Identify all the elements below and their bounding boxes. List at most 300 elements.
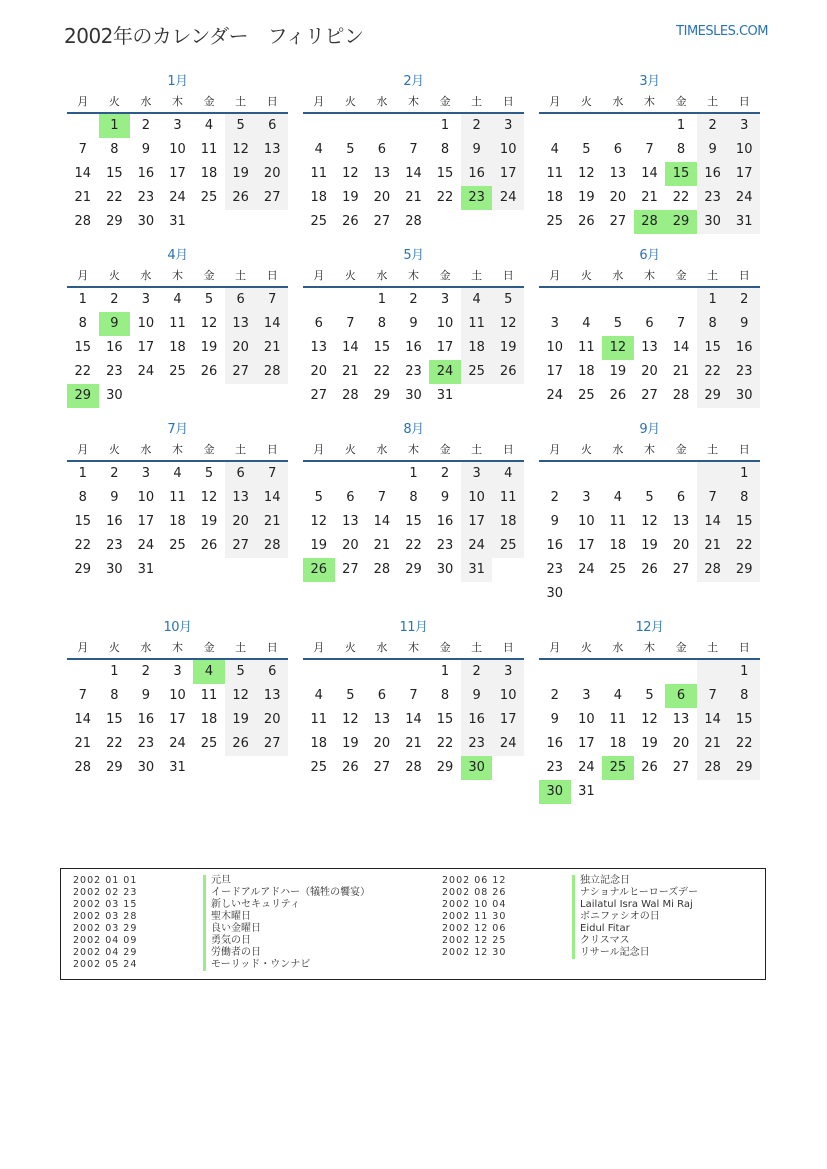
- day-cell[interactable]: 13: [609, 166, 627, 181]
- day-cell[interactable]: 5: [314, 490, 323, 505]
- day-cell[interactable]: 14: [641, 166, 658, 181]
- day-cell[interactable]: 27: [672, 562, 690, 577]
- day-cell[interactable]: 8: [377, 316, 387, 331]
- day-cell[interactable]: 4: [613, 688, 623, 703]
- day-cell[interactable]: 23: [461, 732, 493, 756]
- day-cell[interactable]: 9: [409, 316, 418, 331]
- day-cell[interactable]: 25: [546, 214, 564, 229]
- day-cell[interactable]: 10: [578, 514, 595, 529]
- day-cell[interactable]: 27: [672, 760, 690, 775]
- day-cell[interactable]: 3: [173, 118, 182, 133]
- day-cell[interactable]: 2: [440, 466, 450, 481]
- day-cell[interactable]: 9: [461, 684, 493, 708]
- day-cell[interactable]: 26: [200, 538, 218, 553]
- holiday-day-cell[interactable]: 1: [99, 114, 131, 138]
- day-cell[interactable]: 24: [169, 736, 186, 751]
- day-cell[interactable]: 5: [645, 490, 654, 505]
- day-cell[interactable]: 26: [342, 214, 359, 229]
- day-cell[interactable]: 28: [256, 534, 288, 558]
- day-cell[interactable]: 23: [137, 190, 155, 205]
- day-cell[interactable]: 27: [641, 388, 658, 403]
- day-cell[interactable]: 30: [137, 214, 155, 229]
- day-cell[interactable]: 9: [141, 688, 151, 703]
- day-cell[interactable]: 31: [169, 760, 186, 775]
- day-cell[interactable]: 29: [728, 558, 760, 582]
- day-cell[interactable]: 14: [256, 486, 288, 510]
- day-cell[interactable]: 25: [169, 538, 186, 553]
- day-cell[interactable]: 5: [492, 288, 524, 312]
- day-cell[interactable]: 30: [546, 586, 564, 601]
- day-cell[interactable]: 20: [310, 364, 328, 379]
- day-cell[interactable]: 2: [141, 664, 151, 679]
- holiday-day-cell[interactable]: 6: [665, 684, 697, 708]
- day-cell[interactable]: 19: [200, 514, 218, 529]
- day-cell[interactable]: 12: [578, 166, 595, 181]
- day-cell[interactable]: 28: [74, 214, 92, 229]
- day-cell[interactable]: 7: [409, 688, 418, 703]
- day-cell[interactable]: 2: [461, 114, 493, 138]
- day-cell[interactable]: 14: [672, 340, 690, 355]
- day-cell[interactable]: 11: [310, 166, 328, 181]
- day-cell[interactable]: 17: [546, 364, 564, 379]
- day-cell[interactable]: 16: [697, 162, 729, 186]
- day-cell[interactable]: 12: [342, 166, 359, 181]
- day-cell[interactable]: 21: [342, 364, 359, 379]
- day-cell[interactable]: 3: [440, 292, 450, 307]
- day-cell[interactable]: 18: [609, 736, 627, 751]
- day-cell[interactable]: 27: [373, 760, 391, 775]
- day-cell[interactable]: 6: [346, 490, 355, 505]
- day-cell[interactable]: 25: [169, 364, 186, 379]
- day-cell[interactable]: 23: [436, 538, 454, 553]
- day-cell[interactable]: 4: [314, 142, 323, 157]
- day-cell[interactable]: 19: [310, 538, 328, 553]
- holiday-day-cell[interactable]: 30: [461, 756, 493, 780]
- day-cell[interactable]: 24: [578, 562, 595, 577]
- day-cell[interactable]: 11: [200, 142, 218, 157]
- day-cell[interactable]: 11: [169, 316, 186, 331]
- day-cell[interactable]: 15: [74, 340, 92, 355]
- day-cell[interactable]: 13: [310, 340, 328, 355]
- day-cell[interactable]: 13: [225, 312, 257, 336]
- day-cell[interactable]: 7: [645, 142, 654, 157]
- day-cell[interactable]: 2: [110, 292, 119, 307]
- day-cell[interactable]: 16: [461, 162, 493, 186]
- day-cell[interactable]: 4: [173, 466, 182, 481]
- day-cell[interactable]: 30: [137, 760, 155, 775]
- day-cell[interactable]: 3: [550, 316, 559, 331]
- holiday-day-cell[interactable]: 4: [193, 660, 225, 684]
- day-cell[interactable]: 26: [492, 360, 524, 384]
- day-cell[interactable]: 13: [256, 684, 288, 708]
- day-cell[interactable]: 1: [440, 664, 450, 679]
- day-cell[interactable]: 12: [641, 514, 658, 529]
- day-cell[interactable]: 19: [342, 736, 359, 751]
- day-cell[interactable]: 28: [672, 388, 690, 403]
- day-cell[interactable]: 14: [697, 510, 729, 534]
- day-cell[interactable]: 20: [256, 162, 288, 186]
- day-cell[interactable]: 10: [169, 142, 186, 157]
- day-cell[interactable]: 27: [310, 388, 328, 403]
- day-cell[interactable]: 10: [137, 316, 155, 331]
- day-cell[interactable]: 16: [728, 336, 760, 360]
- day-cell[interactable]: 22: [728, 732, 760, 756]
- day-cell[interactable]: 19: [492, 336, 524, 360]
- day-cell[interactable]: 13: [225, 486, 257, 510]
- day-cell[interactable]: 7: [78, 688, 87, 703]
- day-cell[interactable]: 4: [461, 288, 493, 312]
- day-cell[interactable]: 12: [342, 712, 359, 727]
- day-cell[interactable]: 22: [74, 538, 92, 553]
- day-cell[interactable]: 17: [137, 340, 155, 355]
- day-cell[interactable]: 6: [377, 688, 387, 703]
- day-cell[interactable]: 18: [546, 190, 564, 205]
- day-cell[interactable]: 6: [613, 142, 623, 157]
- day-cell[interactable]: 15: [728, 510, 760, 534]
- day-cell[interactable]: 1: [409, 466, 418, 481]
- day-cell[interactable]: 29: [74, 562, 92, 577]
- day-cell[interactable]: 3: [492, 114, 524, 138]
- day-cell[interactable]: 17: [461, 510, 493, 534]
- day-cell[interactable]: 24: [492, 732, 524, 756]
- day-cell[interactable]: 25: [200, 736, 218, 751]
- day-cell[interactable]: 17: [492, 708, 524, 732]
- day-cell[interactable]: 10: [492, 138, 524, 162]
- day-cell[interactable]: 21: [697, 732, 729, 756]
- day-cell[interactable]: 19: [342, 190, 359, 205]
- day-cell[interactable]: 1: [697, 288, 729, 312]
- day-cell[interactable]: 10: [461, 486, 493, 510]
- day-cell[interactable]: 7: [256, 462, 288, 486]
- day-cell[interactable]: 17: [169, 166, 186, 181]
- day-cell[interactable]: 26: [641, 562, 658, 577]
- day-cell[interactable]: 3: [173, 664, 182, 679]
- day-cell[interactable]: 9: [461, 138, 493, 162]
- day-cell[interactable]: 17: [578, 736, 595, 751]
- day-cell[interactable]: 3: [141, 292, 151, 307]
- day-cell[interactable]: 26: [225, 186, 257, 210]
- day-cell[interactable]: 14: [74, 712, 92, 727]
- day-cell[interactable]: 18: [169, 514, 186, 529]
- day-cell[interactable]: 16: [137, 166, 155, 181]
- day-cell[interactable]: 17: [578, 538, 595, 553]
- day-cell[interactable]: 22: [373, 364, 391, 379]
- day-cell[interactable]: 11: [578, 340, 595, 355]
- day-cell[interactable]: 28: [373, 562, 391, 577]
- day-cell[interactable]: 1: [728, 462, 760, 486]
- day-cell[interactable]: 12: [225, 138, 257, 162]
- day-cell[interactable]: 6: [256, 660, 288, 684]
- day-cell[interactable]: 20: [672, 736, 690, 751]
- day-cell[interactable]: 27: [256, 732, 288, 756]
- day-cell[interactable]: 30: [728, 384, 760, 408]
- holiday-day-cell[interactable]: 24: [429, 360, 461, 384]
- day-cell[interactable]: 5: [613, 316, 623, 331]
- day-cell[interactable]: 11: [200, 688, 218, 703]
- day-cell[interactable]: 7: [697, 486, 729, 510]
- day-cell[interactable]: 22: [436, 190, 454, 205]
- day-cell[interactable]: 16: [546, 736, 564, 751]
- day-cell[interactable]: 30: [436, 562, 454, 577]
- holiday-day-cell[interactable]: 25: [602, 756, 634, 780]
- day-cell[interactable]: 1: [440, 118, 450, 133]
- day-cell[interactable]: 15: [74, 514, 92, 529]
- day-cell[interactable]: 31: [461, 558, 493, 582]
- day-cell[interactable]: 23: [697, 186, 729, 210]
- day-cell[interactable]: 29: [106, 214, 123, 229]
- day-cell[interactable]: 5: [346, 142, 355, 157]
- day-cell[interactable]: 22: [697, 360, 729, 384]
- day-cell[interactable]: 1: [78, 466, 87, 481]
- day-cell[interactable]: 8: [440, 142, 450, 157]
- day-cell[interactable]: 21: [74, 736, 92, 751]
- day-cell[interactable]: 18: [461, 336, 493, 360]
- day-cell[interactable]: 19: [225, 162, 257, 186]
- day-cell[interactable]: 14: [256, 312, 288, 336]
- day-cell[interactable]: 25: [609, 562, 627, 577]
- day-cell[interactable]: 6: [225, 462, 257, 486]
- day-cell[interactable]: 20: [225, 336, 257, 360]
- day-cell[interactable]: 8: [728, 486, 760, 510]
- day-cell[interactable]: 3: [492, 660, 524, 684]
- day-cell[interactable]: 11: [609, 514, 627, 529]
- day-cell[interactable]: 17: [492, 162, 524, 186]
- day-cell[interactable]: 23: [106, 364, 123, 379]
- day-cell[interactable]: 21: [74, 190, 92, 205]
- day-cell[interactable]: 5: [346, 688, 355, 703]
- day-cell[interactable]: 15: [106, 712, 123, 727]
- day-cell[interactable]: 11: [310, 712, 328, 727]
- day-cell[interactable]: 13: [373, 712, 391, 727]
- day-cell[interactable]: 20: [256, 708, 288, 732]
- day-cell[interactable]: 21: [373, 538, 391, 553]
- day-cell[interactable]: 9: [440, 490, 450, 505]
- day-cell[interactable]: 7: [676, 316, 686, 331]
- day-cell[interactable]: 22: [74, 364, 92, 379]
- day-cell[interactable]: 11: [546, 166, 564, 181]
- day-cell[interactable]: 26: [609, 388, 627, 403]
- day-cell[interactable]: 11: [461, 312, 493, 336]
- day-cell[interactable]: 25: [492, 534, 524, 558]
- day-cell[interactable]: 2: [409, 292, 418, 307]
- day-cell[interactable]: 8: [440, 688, 450, 703]
- day-cell[interactable]: 27: [225, 534, 257, 558]
- day-cell[interactable]: 4: [173, 292, 182, 307]
- day-cell[interactable]: 24: [728, 186, 760, 210]
- day-cell[interactable]: 15: [373, 340, 391, 355]
- day-cell[interactable]: 17: [137, 514, 155, 529]
- day-cell[interactable]: 14: [405, 166, 422, 181]
- day-cell[interactable]: 23: [405, 364, 422, 379]
- day-cell[interactable]: 16: [137, 712, 155, 727]
- day-cell[interactable]: 27: [225, 360, 257, 384]
- day-cell[interactable]: 3: [461, 462, 493, 486]
- day-cell[interactable]: 20: [609, 190, 627, 205]
- day-cell[interactable]: 20: [672, 538, 690, 553]
- day-cell[interactable]: 28: [74, 760, 92, 775]
- day-cell[interactable]: 15: [436, 166, 454, 181]
- day-cell[interactable]: 7: [697, 684, 729, 708]
- day-cell[interactable]: 6: [314, 316, 323, 331]
- day-cell[interactable]: 18: [200, 712, 218, 727]
- day-cell[interactable]: 30: [106, 388, 123, 403]
- day-cell[interactable]: 8: [110, 688, 119, 703]
- day-cell[interactable]: 26: [578, 214, 595, 229]
- day-cell[interactable]: 14: [74, 166, 92, 181]
- day-cell[interactable]: 30: [405, 388, 422, 403]
- day-cell[interactable]: 13: [373, 166, 391, 181]
- holiday-day-cell[interactable]: 12: [602, 336, 634, 360]
- day-cell[interactable]: 15: [697, 336, 729, 360]
- day-cell[interactable]: 28: [405, 760, 422, 775]
- day-cell[interactable]: 24: [461, 534, 493, 558]
- day-cell[interactable]: 2: [728, 288, 760, 312]
- day-cell[interactable]: 23: [546, 562, 564, 577]
- day-cell[interactable]: 28: [697, 756, 729, 780]
- day-cell[interactable]: 29: [405, 562, 422, 577]
- day-cell[interactable]: 4: [582, 316, 591, 331]
- day-cell[interactable]: 27: [609, 214, 627, 229]
- day-cell[interactable]: 26: [225, 732, 257, 756]
- day-cell[interactable]: 21: [405, 736, 422, 751]
- day-cell[interactable]: 6: [676, 490, 686, 505]
- site-link[interactable]: TIMESLES.COM: [676, 24, 768, 39]
- day-cell[interactable]: 1: [110, 664, 119, 679]
- day-cell[interactable]: 12: [492, 312, 524, 336]
- day-cell[interactable]: 4: [204, 118, 214, 133]
- day-cell[interactable]: 17: [728, 162, 760, 186]
- day-cell[interactable]: 22: [436, 736, 454, 751]
- day-cell[interactable]: 23: [106, 538, 123, 553]
- day-cell[interactable]: 8: [728, 684, 760, 708]
- day-cell[interactable]: 3: [728, 114, 760, 138]
- day-cell[interactable]: 9: [697, 138, 729, 162]
- day-cell[interactable]: 29: [373, 388, 391, 403]
- day-cell[interactable]: 21: [697, 534, 729, 558]
- holiday-day-cell[interactable]: 26: [303, 558, 335, 582]
- day-cell[interactable]: 4: [613, 490, 623, 505]
- holiday-day-cell[interactable]: 15: [665, 162, 697, 186]
- day-cell[interactable]: 4: [492, 462, 524, 486]
- day-cell[interactable]: 24: [137, 364, 155, 379]
- day-cell[interactable]: 10: [137, 490, 155, 505]
- day-cell[interactable]: 26: [200, 364, 218, 379]
- day-cell[interactable]: 22: [106, 190, 123, 205]
- day-cell[interactable]: 11: [609, 712, 627, 727]
- day-cell[interactable]: 12: [310, 514, 328, 529]
- day-cell[interactable]: 13: [672, 514, 690, 529]
- day-cell[interactable]: 20: [373, 190, 391, 205]
- day-cell[interactable]: 27: [256, 186, 288, 210]
- day-cell[interactable]: 21: [672, 364, 690, 379]
- day-cell[interactable]: 1: [78, 292, 87, 307]
- day-cell[interactable]: 22: [106, 736, 123, 751]
- day-cell[interactable]: 19: [641, 736, 658, 751]
- day-cell[interactable]: 17: [436, 340, 454, 355]
- day-cell[interactable]: 16: [546, 538, 564, 553]
- day-cell[interactable]: 7: [256, 288, 288, 312]
- day-cell[interactable]: 4: [314, 688, 323, 703]
- holiday-day-cell[interactable]: 29: [67, 384, 99, 408]
- day-cell[interactable]: 3: [582, 688, 591, 703]
- day-cell[interactable]: 20: [373, 736, 391, 751]
- day-cell[interactable]: 13: [672, 712, 690, 727]
- day-cell[interactable]: 18: [492, 510, 524, 534]
- day-cell[interactable]: 31: [436, 388, 454, 403]
- day-cell[interactable]: 24: [492, 186, 524, 210]
- day-cell[interactable]: 23: [728, 360, 760, 384]
- day-cell[interactable]: 12: [200, 316, 218, 331]
- day-cell[interactable]: 4: [550, 142, 559, 157]
- day-cell[interactable]: 13: [342, 514, 359, 529]
- day-cell[interactable]: 16: [106, 514, 123, 529]
- day-cell[interactable]: 9: [728, 312, 760, 336]
- day-cell[interactable]: 24: [137, 538, 155, 553]
- day-cell[interactable]: 20: [641, 364, 658, 379]
- day-cell[interactable]: 5: [204, 466, 214, 481]
- day-cell[interactable]: 12: [200, 490, 218, 505]
- day-cell[interactable]: 28: [697, 558, 729, 582]
- day-cell[interactable]: 25: [310, 760, 328, 775]
- day-cell[interactable]: 25: [461, 360, 493, 384]
- day-cell[interactable]: 26: [641, 760, 658, 775]
- day-cell[interactable]: 11: [492, 486, 524, 510]
- day-cell[interactable]: 16: [405, 340, 422, 355]
- day-cell[interactable]: 18: [310, 190, 328, 205]
- day-cell[interactable]: 8: [78, 490, 87, 505]
- day-cell[interactable]: 31: [728, 210, 760, 234]
- day-cell[interactable]: 21: [256, 510, 288, 534]
- day-cell[interactable]: 27: [342, 562, 359, 577]
- day-cell[interactable]: 15: [436, 712, 454, 727]
- day-cell[interactable]: 10: [546, 340, 564, 355]
- day-cell[interactable]: 8: [110, 142, 119, 157]
- day-cell[interactable]: 24: [578, 760, 595, 775]
- day-cell[interactable]: 10: [436, 316, 454, 331]
- day-cell[interactable]: 17: [169, 712, 186, 727]
- day-cell[interactable]: 20: [342, 538, 359, 553]
- day-cell[interactable]: 20: [225, 510, 257, 534]
- day-cell[interactable]: 1: [728, 660, 760, 684]
- day-cell[interactable]: 29: [728, 756, 760, 780]
- day-cell[interactable]: 30: [697, 210, 729, 234]
- day-cell[interactable]: 23: [546, 760, 564, 775]
- day-cell[interactable]: 2: [461, 660, 493, 684]
- holiday-day-cell[interactable]: 30: [539, 780, 571, 804]
- day-cell[interactable]: 15: [728, 708, 760, 732]
- day-cell[interactable]: 6: [377, 142, 387, 157]
- day-cell[interactable]: 28: [256, 360, 288, 384]
- day-cell[interactable]: 24: [169, 190, 186, 205]
- day-cell[interactable]: 27: [373, 214, 391, 229]
- day-cell[interactable]: 2: [141, 118, 151, 133]
- day-cell[interactable]: 30: [106, 562, 123, 577]
- day-cell[interactable]: 7: [377, 490, 387, 505]
- day-cell[interactable]: 22: [672, 190, 690, 205]
- day-cell[interactable]: 19: [200, 340, 218, 355]
- day-cell[interactable]: 18: [169, 340, 186, 355]
- day-cell[interactable]: 18: [578, 364, 595, 379]
- day-cell[interactable]: 26: [342, 760, 359, 775]
- day-cell[interactable]: 16: [436, 514, 454, 529]
- day-cell[interactable]: 24: [546, 388, 564, 403]
- day-cell[interactable]: 31: [578, 784, 595, 799]
- day-cell[interactable]: 5: [645, 688, 654, 703]
- day-cell[interactable]: 18: [200, 166, 218, 181]
- day-cell[interactable]: 21: [256, 336, 288, 360]
- day-cell[interactable]: 1: [377, 292, 387, 307]
- day-cell[interactable]: 6: [225, 288, 257, 312]
